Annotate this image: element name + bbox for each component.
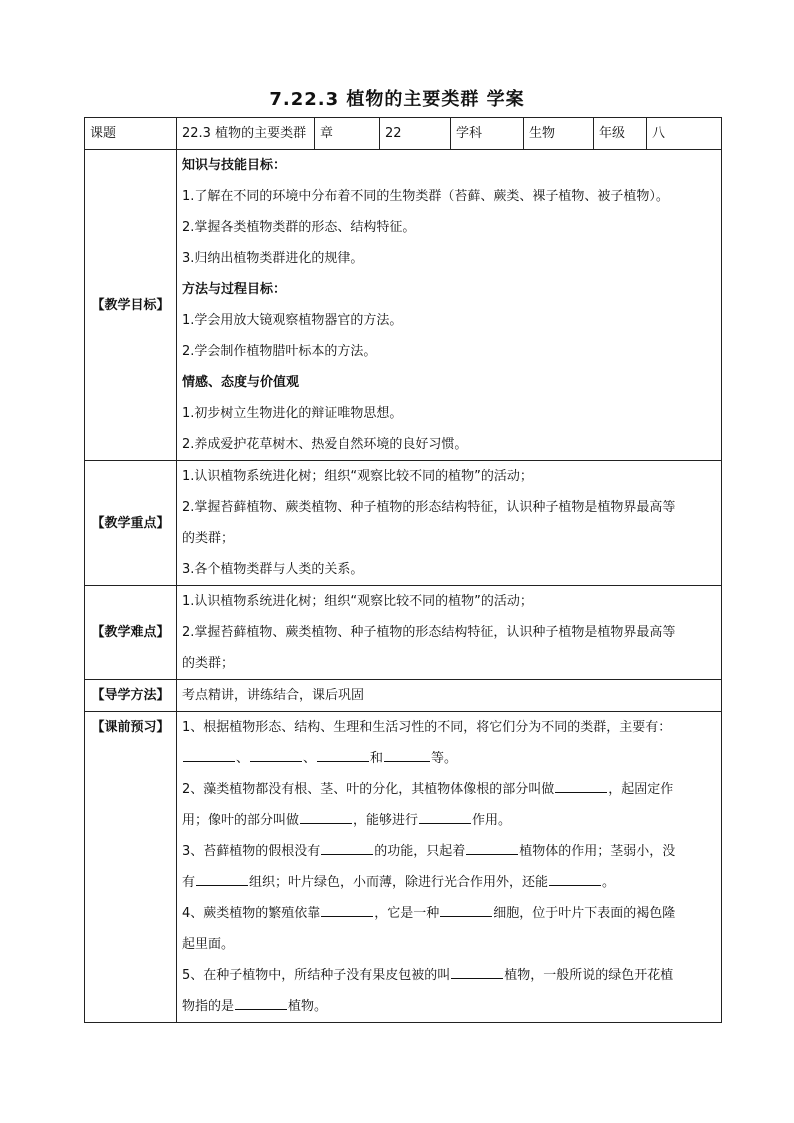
- question-4: [182, 898, 716, 929]
- question-text: 的功能，只起着: [374, 844, 466, 859]
- answer-blank[interactable]: [419, 809, 471, 824]
- answer-blank[interactable]: [250, 747, 302, 762]
- answer-blank[interactable]: [555, 778, 607, 793]
- chapter-value: 22: [380, 118, 451, 150]
- knowledge-item: 3.归纳出植物类群进化的规律。: [182, 251, 364, 266]
- difficulty-item-continued: 的类群；: [182, 656, 235, 671]
- question-end: 等。: [431, 751, 458, 766]
- page-title: 7.22.3 植物的主要类群 学案: [269, 89, 525, 110]
- answer-blank[interactable]: [440, 902, 492, 917]
- question-3: [182, 836, 716, 867]
- difficulties-content: [177, 586, 722, 680]
- question-text: 2、藻类植物都没有根、茎、叶的分化，其植物体像根的部分叫做: [182, 782, 555, 797]
- question-text: 植物。: [288, 999, 328, 1014]
- question-text: ，起固定作: [608, 782, 674, 797]
- key-point: 3.各个植物类群与人类的关系。: [182, 562, 364, 577]
- attitude-heading: 情感、态度与价值观: [182, 375, 300, 390]
- key-point-continued: 的类群；: [182, 531, 235, 546]
- subject-label: 学科: [451, 118, 524, 150]
- question-1-blanks: [182, 743, 716, 774]
- question-text: 物指的是: [182, 999, 235, 1014]
- answer-blank[interactable]: [549, 871, 601, 886]
- question-text: 作用。: [472, 813, 512, 828]
- knowledge-item: 1.了解在不同的环境中分布着不同的生物类群（苔藓、蕨类、裸子植物、被子植物）。: [182, 189, 669, 204]
- question-text: 植物体的作用；茎弱小，没: [519, 844, 676, 859]
- grade-label: 年级: [594, 118, 647, 150]
- answer-blank[interactable]: [235, 995, 287, 1010]
- conjunction: 和: [370, 751, 384, 766]
- attitude-item: 1.初步树立生物进化的辩证唯物思想。: [182, 406, 403, 421]
- key-point: 1.认识植物系统进化树；组织“观察比较不同的植物”的活动；: [182, 469, 533, 484]
- question-text: 细胞，位于叶片下表面的褐色隆: [493, 906, 676, 921]
- objectives-label: 【教学目标】: [85, 150, 177, 461]
- difficulty-item: 2.掌握苔藓植物、蕨类植物、种子植物的形态结构特征，认识种子植物是植物界最高等: [182, 625, 676, 640]
- question-text: ，它是一种: [374, 906, 440, 921]
- answer-blank[interactable]: [451, 964, 503, 979]
- key-points-label: 【教学重点】: [85, 461, 177, 586]
- answer-blank[interactable]: [183, 747, 235, 762]
- key-points-content: [177, 461, 722, 586]
- method-item: 2.学会制作植物腊叶标本的方法。: [182, 344, 377, 359]
- difficulties-label: 【教学难点】: [85, 586, 177, 680]
- question-text: 组织；叶片绿色，小而薄，除进行光合作用外，还能: [249, 875, 549, 890]
- difficulty-item: 1.认识植物系统进化树；组织“观察比较不同的植物”的活动；: [182, 594, 533, 609]
- question-4-cont: 起里面。: [182, 937, 235, 952]
- knowledge-item: 2.掌握各类植物类群的形态、结构特征。: [182, 220, 416, 235]
- question-3-cont: [182, 867, 716, 898]
- question-2: [182, 774, 716, 805]
- method-heading: 方法与过程目标：: [182, 282, 287, 297]
- difficulties-row: [85, 586, 722, 680]
- question-text: 5、在种子植物中，所结种子没有果皮包被的叫: [182, 968, 451, 983]
- knowledge-heading: 知识与技能目标：: [182, 158, 287, 173]
- answer-blank[interactable]: [300, 809, 352, 824]
- key-point: 2.掌握苔藓植物、蕨类植物、种子植物的形态结构特征，认识种子植物是植物界最高等: [182, 500, 676, 515]
- subject-value: 生物: [524, 118, 594, 150]
- topic-label: 课题: [85, 118, 177, 150]
- lesson-plan-table: [84, 117, 722, 1023]
- objectives-row: [85, 150, 722, 461]
- question-text: ，能够进行: [353, 813, 419, 828]
- objectives-content: [177, 150, 722, 461]
- question-1: 1、根据植物形态、结构、生理和生活习性的不同，将它们分为不同的类群，主要有：: [182, 720, 672, 735]
- question-2-cont: [182, 805, 716, 836]
- topic-value: 22.3 植物的主要类群: [177, 118, 315, 150]
- method-item: 1.学会用放大镜观察植物器官的方法。: [182, 313, 403, 328]
- method-row: [85, 680, 722, 712]
- answer-blank[interactable]: [321, 902, 373, 917]
- method-label: 【导学方法】: [85, 680, 177, 712]
- question-text: 4、蕨类植物的繁殖依靠: [182, 906, 321, 921]
- answer-blank[interactable]: [321, 840, 373, 855]
- answer-blank[interactable]: [317, 747, 369, 762]
- key-points-row: [85, 461, 722, 586]
- attitude-item: 2.养成爱护花草树木、热爱自然环境的良好习惯。: [182, 437, 468, 452]
- question-5: [182, 960, 716, 991]
- answer-blank[interactable]: [196, 871, 248, 886]
- grade-value: 八: [647, 118, 722, 150]
- answer-blank[interactable]: [384, 747, 430, 762]
- answer-blank[interactable]: [466, 840, 518, 855]
- method-text: 考点精讲，讲练结合，课后巩固: [177, 680, 722, 712]
- question-text: 3、苔藓植物的假根没有: [182, 844, 321, 859]
- separator: 、: [236, 751, 250, 766]
- preview-content: [177, 712, 722, 1023]
- chapter-label: 章: [315, 118, 380, 150]
- question-5-cont: [182, 991, 716, 1022]
- preview-row: [85, 712, 722, 1023]
- separator: 、: [303, 751, 317, 766]
- preview-label: 【课前预习】: [85, 712, 177, 1023]
- question-text: 用；像叶的部分叫做: [182, 813, 300, 828]
- question-text: 有: [182, 875, 196, 890]
- question-text: 植物，一般所说的绿色开花植: [504, 968, 674, 983]
- question-text: 。: [602, 875, 616, 890]
- header-row: [85, 118, 722, 150]
